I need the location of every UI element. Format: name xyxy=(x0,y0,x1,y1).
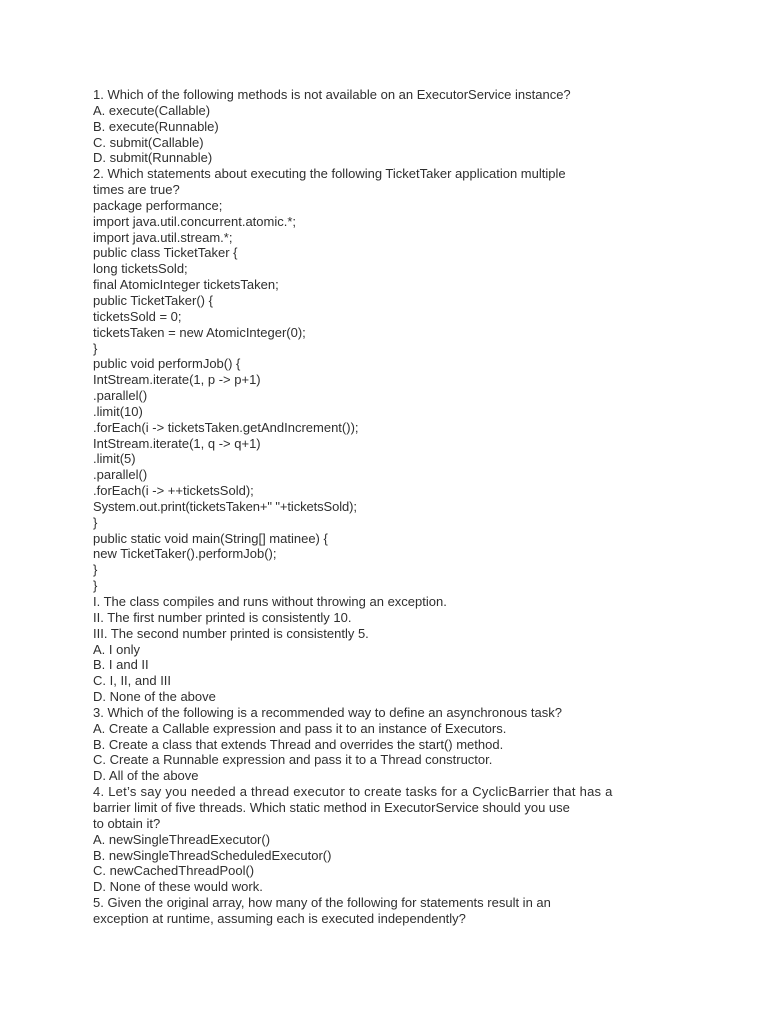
code-line: import java.util.stream.*; xyxy=(93,229,233,245)
question-4-option-b: B. newSingleThreadScheduledExecutor() xyxy=(93,847,332,863)
question-3-option-d: D. All of the above xyxy=(93,768,199,784)
question-4-text-continued: barrier limit of five threads. Which static method in ExecutorService should you use xyxy=(93,799,570,815)
code-line: public TicketTaker() { xyxy=(93,292,213,308)
question-4-option-a: A. newSingleThreadExecutor() xyxy=(93,831,271,847)
code-line: public void performJob() { xyxy=(93,356,241,372)
question-5-text: 5. Given the original array, how many of the following for statements result in an xyxy=(93,895,551,911)
question-5-text-continued: exception at runtime, assuming each is executed independently? xyxy=(93,910,466,926)
code-line: .forEach(i -> ticketsTaken.getAndIncrement()); xyxy=(93,419,359,435)
code-line: } xyxy=(93,514,98,530)
code-line: public class TicketTaker { xyxy=(93,245,238,261)
question-1-option-b: B. execute(Runnable) xyxy=(93,118,219,134)
question-4-option-d: D. None of these would work. xyxy=(93,879,263,895)
question-4-option-c: C. newCachedThreadPool() xyxy=(93,863,255,879)
question-2-option-c: C. I, II, and III xyxy=(93,673,172,689)
question-1-option-c: C. submit(Callable) xyxy=(93,134,204,150)
question-1-option-d: D. submit(Runnable) xyxy=(93,150,213,166)
code-line: ticketsTaken = new AtomicInteger(0); xyxy=(93,324,306,340)
code-line: new TicketTaker().performJob(); xyxy=(93,546,277,562)
code-line: } xyxy=(93,578,98,594)
code-line: IntStream.iterate(1, q -> q+1) xyxy=(93,435,261,451)
question-3-option-a: A. Create a Callable expression and pass it to an instance of Executors. xyxy=(93,720,507,736)
code-line: } xyxy=(93,340,98,356)
question-3-text: 3. Which of the following is a recommended way to define an asynchronous task? xyxy=(93,704,562,720)
code-line: .limit(10) xyxy=(93,403,143,419)
question-2-option-a: A. I only xyxy=(93,641,140,657)
question-4-text-continued: to obtain it? xyxy=(93,815,161,831)
code-line: } xyxy=(93,562,98,578)
code-line: public static void main(String[] matinee) { xyxy=(93,530,328,546)
question-2-option-d: D. None of the above xyxy=(93,689,216,705)
code-line: package performance; xyxy=(93,197,223,213)
document-text xyxy=(93,87,693,927)
question-3-option-c: C. Create a Runnable expression and pass it to a Thread constructor. xyxy=(93,752,493,768)
code-line: ticketsSold = 0; xyxy=(93,308,182,324)
statement-ii: II. The first number printed is consistently 10. xyxy=(93,609,352,625)
statement-i: I. The class compiles and runs without throwing an exception. xyxy=(93,594,447,609)
code-line: long ticketsSold; xyxy=(93,261,188,277)
code-line: .forEach(i -> ++ticketsSold); xyxy=(93,483,254,499)
question-3-option-b: B. Create a class that extends Thread and overrides the start() method. xyxy=(93,736,504,752)
code-line: .limit(5) xyxy=(93,451,136,467)
question-1-option-a: A. execute(Callable) xyxy=(93,102,211,118)
question-2-option-b: B. I and II xyxy=(93,657,149,673)
code-line: final AtomicInteger ticketsTaken; xyxy=(93,277,279,293)
code-line: System.out.print(ticketsTaken+" "+ticketsSold); xyxy=(93,498,357,514)
code-line: .parallel() xyxy=(93,388,148,404)
question-2-text: 2. Which statements about executing the following TicketTaker application multiple xyxy=(93,166,566,182)
code-line: IntStream.iterate(1, p -> p+1) xyxy=(93,372,261,388)
code-line: import java.util.concurrent.atomic.*; xyxy=(93,213,297,229)
question-1-text: 1. Which of the following methods is not available on an ExecutorService instance? xyxy=(93,87,571,102)
question-4-text: 4. Let’s say you needed a thread executor to create tasks for a CyclicBarrier that has a xyxy=(93,784,613,800)
code-line: .parallel() xyxy=(93,467,148,483)
question-2-text-continued: times are true? xyxy=(93,182,180,198)
statement-iii: III. The second number printed is consistently 5. xyxy=(93,625,369,641)
